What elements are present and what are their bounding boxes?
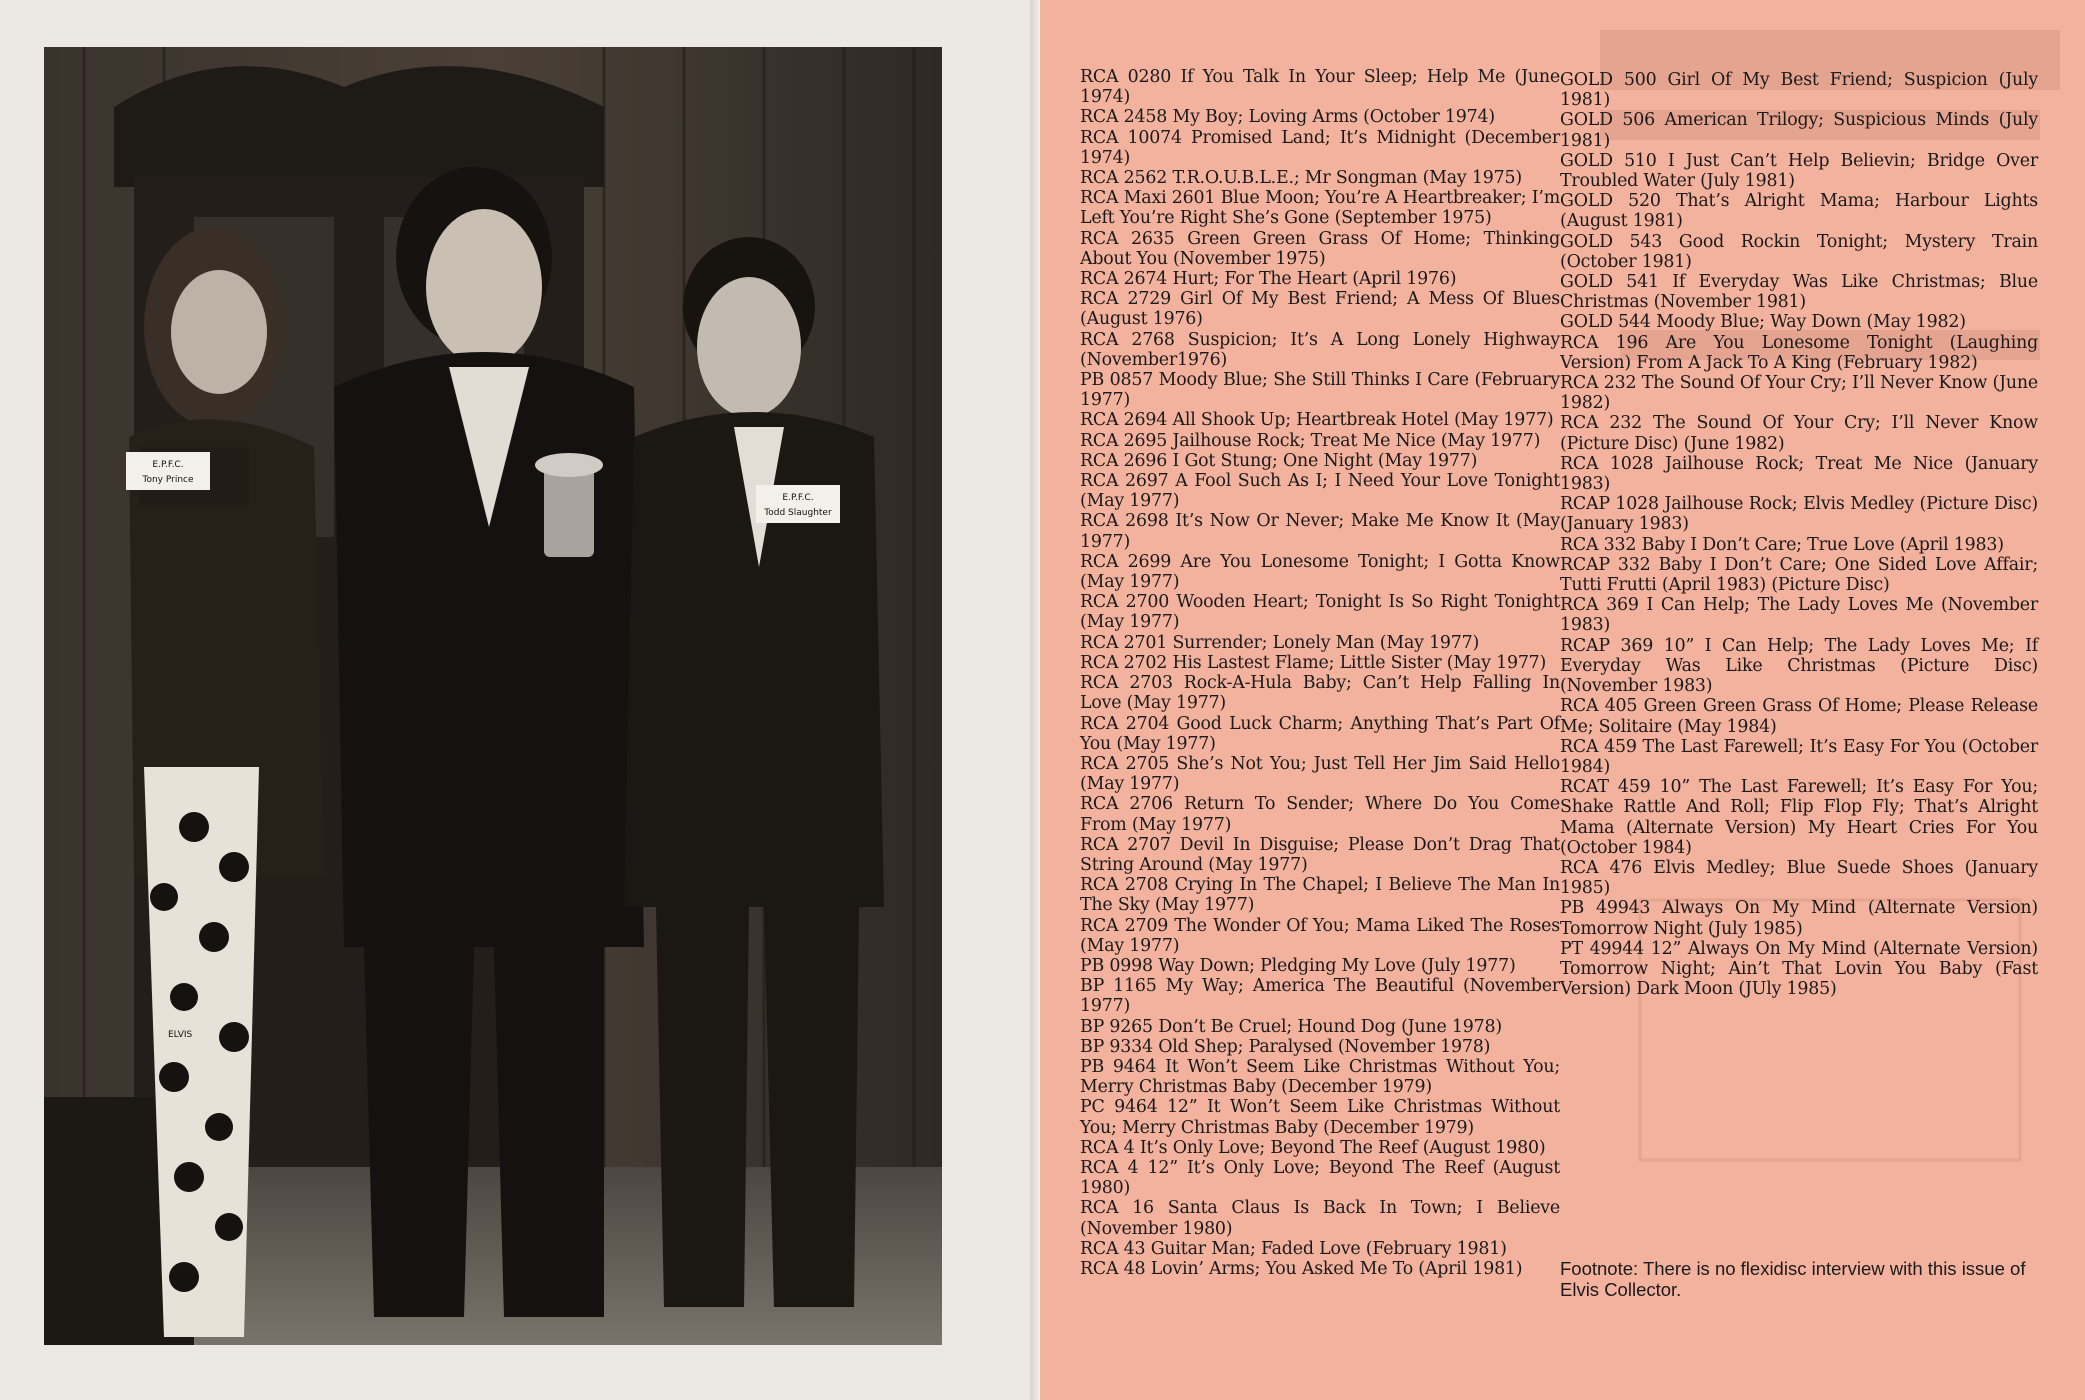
list-item: RCA 4 12” It’s Only Love; Beyond The Reef (August 1980): [1080, 1157, 1560, 1199]
list-item: RCA 2704 Good Luck Charm; Anything That’s Part Of You (May 1977): [1080, 713, 1560, 754]
svg-text:E.P.F.C.: E.P.F.C.: [152, 460, 184, 470]
discography-left-column: [1080, 67, 1560, 1279]
list-item: BP 9265 Don’t Be Cruel; Hound Dog (June 1978): [1080, 1016, 1502, 1037]
list-item: PB 9464 It Won’t Seem Like Christmas Without You; Merry Christmas Baby (December 1979): [1080, 1056, 1560, 1098]
list-item: PB 0998 Way Down; Pledging My Love (July 1977): [1080, 955, 1516, 976]
footnote: Footnote: There is no flexidisc interview with this issue of Elvis Collector.: [1560, 1258, 2026, 1300]
list-item: GOLD 544 Moody Blue; Way Down (May 1982): [1560, 312, 1966, 333]
svg-text:Tony Prince: Tony Prince: [142, 475, 194, 485]
list-item: RCA 2698 It’s Now Or Never; Make Me Know It (May 1977): [1080, 511, 1560, 552]
list-item: RCA 1028 Jailhouse Rock; Treat Me Nice (January 1983): [1560, 453, 2038, 495]
list-item: RCA 2699 Are You Lonesome Tonight; I Gotta Know (May 1977): [1080, 551, 1560, 593]
black-and-white-photograph: [44, 47, 942, 1345]
list-item: RCA 459 The Last Farewell; It’s Easy For You (October 1984): [1560, 736, 2038, 777]
svg-text:E.P.F.C.: E.P.F.C.: [782, 493, 814, 503]
list-item: RCA 2707 Devil In Disguise; Please Don’t Drag That String Around (May 1977): [1080, 834, 1560, 875]
photo-illustration: [44, 47, 942, 1345]
name-badge-todd-slaughter: [756, 485, 840, 523]
list-item: RCA 2458 My Boy; Loving Arms (October 1974): [1080, 107, 1495, 128]
list-item: RCA 232 The Sound Of Your Cry; I’ll Never Know (June 1982): [1560, 373, 2038, 414]
list-item: RCA 2695 Jailhouse Rock; Treat Me Nice (May 1977): [1080, 430, 1541, 451]
list-item: RCAP 332 Baby I Don’t Care; One Sided Love Affair; Tutti Frutti (April 1983) (Picture Disc): [1560, 554, 2038, 596]
list-item: GOLD 506 American Trilogy; Suspicious Minds (July 1981): [1560, 110, 2038, 151]
list-item: RCA 2674 Hurt; For The Heart (April 1976): [1080, 269, 1457, 290]
list-item: RCA 48 Lovin’ Arms; You Asked Me To (April 1981): [1080, 1258, 1523, 1279]
list-item: RCA 0280 If You Talk In Your Sleep; Help Me (June 1974): [1080, 67, 1560, 108]
button-text: ELVIS: [168, 1030, 193, 1040]
list-item: GOLD 500 Girl Of My Best Friend; Suspicion (July 1981): [1560, 70, 2038, 111]
list-item: RCAT 459 10” The Last Farewell; It’s Easy For You; Shake Rattle And Roll; Flip Flop Fly; That’s Alright Mama (Alternate Version) My Heart Cries For You (October 1984): [1560, 777, 2038, 858]
list-item: RCA 2708 Crying In The Chapel; I Believe The Man In The Sky (May 1977): [1080, 875, 1560, 916]
list-item: RCAP 369 10” I Can Help; The Lady Loves Me; If Everyday Was Like Christmas (Picture Disc) (November 1983): [1560, 635, 2038, 697]
list-item: RCA 16 Santa Claus Is Back In Town; I Believe (November 1980): [1080, 1198, 1560, 1239]
list-item: RCA Maxi 2601 Blue Moon; You’re A Heartbreaker; I’m Left You’re Right She’s Gone (September 1975): [1080, 188, 1560, 229]
right-page: [1040, 0, 2085, 1400]
list-item: GOLD 520 That’s Alright Mama; Harbour Lights (August 1981): [1560, 191, 2038, 232]
list-item: RCA 4 It’s Only Love; Beyond The Reef (August 1980): [1080, 1137, 1546, 1158]
list-item: RCA 2706 Return To Sender; Where Do You Come From (May 1977): [1080, 794, 1560, 835]
list-item: RCA 405 Green Green Grass Of Home; Please Release Me; Solitaire (May 1984): [1560, 696, 2038, 737]
list-item: RCA 2768 Suspicion; It’s A Long Lonely Highway (November1976): [1080, 329, 1560, 370]
list-item: GOLD 541 If Everyday Was Like Christmas; Blue Christmas (November 1981): [1560, 272, 2038, 313]
left-page: [0, 0, 1040, 1400]
list-item: RCA 2696 I Got Stung; One Night (May 1977): [1080, 450, 1478, 471]
list-item: RCA 196 Are You Lonesome Tonight (Laughing Version) From A Jack To A King (February 1982): [1560, 332, 2038, 373]
list-item: RCA 2694 All Shook Up; Heartbreak Hotel (May 1977): [1080, 410, 1554, 431]
list-item: RCA 2562 T.R.O.U.B.L.E.; Mr Songman (May 1975): [1080, 168, 1522, 189]
list-item: PC 9464 12” It Won’t Seem Like Christmas Without You; Merry Christmas Baby (December 1979): [1080, 1097, 1560, 1138]
list-item: PB 0857 Moody Blue; She Still Thinks I Care (February 1977): [1080, 370, 1560, 411]
list-item: RCA 232 The Sound Of Your Cry; I’ll Never Know (Picture Disc) (June 1982): [1560, 413, 2038, 454]
svg-text:Todd Slaughter: Todd Slaughter: [764, 508, 832, 518]
list-item: RCA 2729 Girl Of My Best Friend; A Mess Of Blues (August 1976): [1080, 289, 1560, 330]
list-item: RCA 332 Baby I Don’t Care; True Love (April 1983): [1560, 534, 2004, 555]
list-item: RCA 2709 The Wonder Of You; Mama Liked The Roses (May 1977): [1080, 915, 1560, 956]
list-item: RCA 369 I Can Help; The Lady Loves Me (November 1983): [1560, 595, 2038, 636]
list-item: RCA 2703 Rock-A-Hula Baby; Can’t Help Falling In Love (May 1977): [1080, 673, 1560, 714]
discography-right-column: [1560, 70, 2038, 999]
list-item: GOLD 510 I Just Can’t Help Believin; Bridge Over Troubled Water (July 1981): [1560, 150, 2038, 192]
list-item: RCA 2700 Wooden Heart; Tonight Is So Right Tonight (May 1977): [1080, 592, 1560, 633]
list-item: RCA 476 Elvis Medley; Blue Suede Shoes (January 1985): [1560, 857, 2038, 899]
list-item: PB 49943 Always On My Mind (Alternate Version) Tomorrow Night (July 1985): [1560, 898, 2038, 939]
list-item: RCA 2635 Green Green Grass Of Home; Thinking About You (November 1975): [1080, 228, 1560, 269]
list-item: RCAP 1028 Jailhouse Rock; Elvis Medley (Picture Disc) (January 1983): [1560, 494, 2038, 535]
list-item: BP 9334 Old Shep; Paralysed (November 1978): [1080, 1036, 1491, 1057]
list-item: RCA 2702 His Lastest Flame; Little Sister (May 1977): [1080, 652, 1547, 673]
list-item: RCA 43 Guitar Man; Faded Love (February 1981): [1080, 1238, 1507, 1259]
list-item: RCA 2701 Surrender; Lonely Man (May 1977): [1080, 632, 1480, 653]
list-item: PT 49944 12” Always On My Mind (Alternate Version) Tomorrow Night; Ain’t That Lovin You Baby (Fast Version) Dark Moon (JUly 1985): [1560, 938, 2038, 1000]
list-item: RCA 10074 Promised Land; It’s Midnight (December 1974): [1080, 127, 1560, 168]
name-badge-tony-prince: [126, 452, 210, 490]
list-item: RCA 2705 She’s Not You; Just Tell Her Jim Said Hello (May 1977): [1080, 753, 1560, 795]
list-item: RCA 2697 A Fool Such As I; I Need Your Love Tonight (May 1977): [1080, 471, 1560, 512]
list-item: BP 1165 My Way; America The Beautiful (November 1977): [1080, 976, 1560, 1017]
list-item: GOLD 543 Good Rockin Tonight; Mystery Train (October 1981): [1560, 231, 2038, 272]
